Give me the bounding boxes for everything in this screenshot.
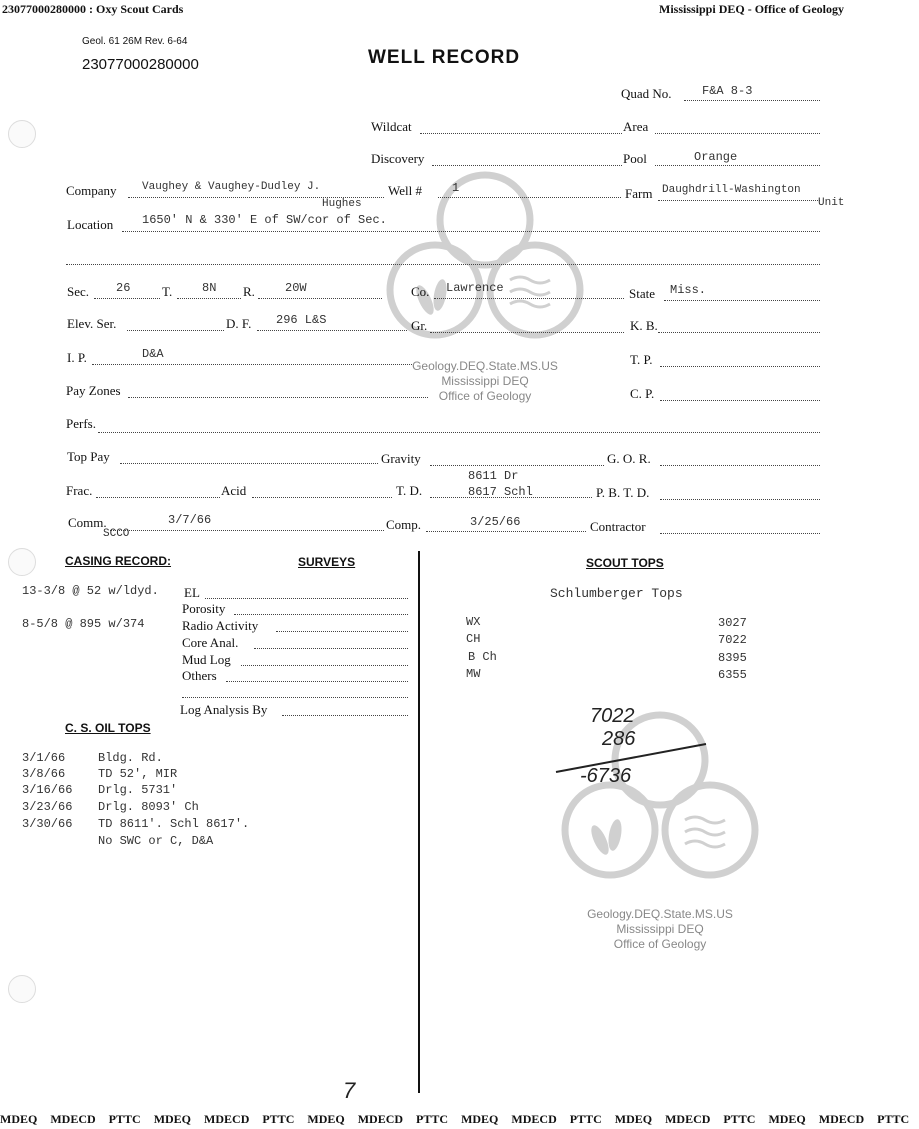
oil-entry-date: 3/23/66 xyxy=(22,800,73,814)
oil-entry-last: No SWC or C, D&A xyxy=(98,834,214,848)
scout-subheading: Schlumberger Tops xyxy=(550,586,683,601)
r-value: 20W xyxy=(285,281,307,295)
location-value: 1650' N & 330' E of SW/cor of Sec. xyxy=(142,213,387,227)
punch-hole xyxy=(8,548,36,576)
gr-label: Gr. xyxy=(411,318,428,333)
page-title: WELL RECORD xyxy=(368,47,521,68)
header-right: Mississippi DEQ - Office of Geology xyxy=(659,2,844,16)
handwritten-3: -6736 xyxy=(580,765,632,787)
td-value-2: 8617 Schl xyxy=(468,485,533,499)
ip-value: D&A xyxy=(142,347,164,361)
location-label: Location xyxy=(67,217,114,232)
sec-value: 26 xyxy=(116,281,131,295)
survey-item: Radio Activity xyxy=(182,618,259,633)
comp-value: 3/25/66 xyxy=(470,515,521,529)
oil-entry-text: Bldg. Rd. xyxy=(98,751,163,765)
watermark-text-1: Geology.DEQ.State.MS.US xyxy=(587,907,733,921)
quad-value: F&A 8-3 xyxy=(702,84,753,98)
log-analysis-label: Log Analysis By xyxy=(180,702,268,717)
df-value: 296 L&S xyxy=(276,313,327,327)
gor-label: G. O. R. xyxy=(607,451,651,466)
footer-item: MDEQ xyxy=(768,1112,806,1126)
footer-item: PTTC xyxy=(108,1112,141,1126)
footer-item: MDECD xyxy=(665,1112,711,1126)
comm-value: 3/7/66 xyxy=(168,513,212,527)
company-label: Company xyxy=(66,183,117,198)
footer-item: PTTC xyxy=(569,1112,602,1126)
footer-item: MDECD xyxy=(357,1112,404,1126)
survey-item: Mud Log xyxy=(182,652,231,667)
punch-hole xyxy=(8,120,36,148)
sec-label: Sec. xyxy=(67,284,90,299)
quad-label: Quad No. xyxy=(621,86,672,101)
oil-entry-text: Drlg. 5731' xyxy=(98,783,178,797)
scout-top-depth: 7022 xyxy=(718,633,747,647)
comp-label: Comp. xyxy=(386,517,422,532)
header-left: 23077000280000 : Oxy Scout Cards xyxy=(2,2,184,16)
area-label: Area xyxy=(623,119,649,134)
scout-top-name: B Ch xyxy=(468,650,497,664)
handwritten-bottom: 7 xyxy=(343,1078,356,1103)
co-value: Lawrence xyxy=(446,281,504,295)
td-label: T. D. xyxy=(396,483,423,498)
watermark-text-1: Geology.DEQ.State.MS.US xyxy=(412,359,558,373)
oil-entry-text: TD 8611'. Schl 8617'. xyxy=(98,817,250,831)
company-value-2: Hughes xyxy=(322,198,362,210)
oil-entry-text: Drlg. 8093' Ch xyxy=(98,800,199,814)
handwritten-2: 286 xyxy=(602,728,636,750)
scout-top-name: WX xyxy=(466,615,481,629)
surveys-heading: SURVEYS xyxy=(298,555,356,569)
casing-line-2: 8-5/8 @ 895 w/374 xyxy=(22,617,145,631)
survey-item: Others xyxy=(182,668,217,683)
watermark-text-3: Office of Geology xyxy=(438,389,532,403)
cp-label: C. P. xyxy=(630,386,655,401)
discovery-label: Discovery xyxy=(371,151,425,166)
scout-top-depth: 8395 xyxy=(718,651,747,665)
scout-top-depth: 3027 xyxy=(718,616,747,630)
footer-item: PTTC xyxy=(723,1112,756,1126)
survey-item: Core Anal. xyxy=(182,635,239,650)
casing-line-1: 13-3/8 @ 52 w/ldyd. xyxy=(22,584,159,598)
footer-item: MDEQ xyxy=(614,1112,653,1126)
df-label: D. F. xyxy=(226,316,252,331)
state-value: Miss. xyxy=(670,283,707,297)
footer-strip xyxy=(0,1112,910,1127)
survey-item: EL xyxy=(184,585,200,600)
toppay-label: Top Pay xyxy=(67,449,110,464)
handwritten-underline xyxy=(552,738,712,778)
footer-item: MDEQ xyxy=(307,1112,345,1126)
footer-item: MDEQ xyxy=(153,1112,192,1126)
tp-label: T. P. xyxy=(630,352,653,367)
watermark-text-3: Office of Geology xyxy=(613,937,707,951)
column-divider xyxy=(418,551,420,1093)
watermark-text-2: Mississippi DEQ xyxy=(616,922,704,936)
footer-item: MDECD xyxy=(50,1112,96,1126)
well-label: Well # xyxy=(388,183,422,198)
scout-heading: SCOUT TOPS xyxy=(586,556,664,570)
handwritten-1: 7022 xyxy=(590,705,635,727)
r-label: R. xyxy=(243,284,255,299)
t-label: T. xyxy=(162,284,173,299)
elev-label: Elev. Ser. xyxy=(67,316,117,331)
oil-entry-text: TD 52', MIR xyxy=(98,767,178,781)
comm-value-2: SCCO xyxy=(103,528,130,540)
gravity-label: Gravity xyxy=(381,451,421,466)
oil-entry-date: 3/30/66 xyxy=(22,817,73,831)
footer-item: PTTC xyxy=(262,1112,295,1126)
pbtd-label: P. B. T. D. xyxy=(596,485,650,500)
footer-item: MDECD xyxy=(204,1112,250,1126)
cs-oil-heading: C. S. OIL TOPS xyxy=(65,721,151,735)
api-number: 23077000280000 xyxy=(82,56,199,73)
footer-item: MDEQ xyxy=(0,1112,38,1126)
frac-label: Frac. xyxy=(66,483,93,498)
form-code: Geol. 61 26M Rev. 6-64 xyxy=(82,36,188,47)
acid-label: Acid xyxy=(221,483,247,498)
perfs-label: Perfs. xyxy=(66,416,96,431)
footer-item: MDECD xyxy=(818,1112,865,1126)
payzones-label: Pay Zones xyxy=(66,383,121,398)
oil-entry-date: 3/8/66 xyxy=(22,767,66,781)
footer-item: MDEQ xyxy=(461,1112,499,1126)
scout-top-name: MW xyxy=(466,667,481,681)
pool-value: Orange xyxy=(694,150,738,164)
ip-label: I. P. xyxy=(67,350,87,365)
punch-hole xyxy=(8,975,36,1003)
scout-top-name: CH xyxy=(466,632,481,646)
company-value: Vaughey & Vaughey-Dudley J. xyxy=(142,181,321,193)
oil-entry-date: 3/1/66 xyxy=(22,751,66,765)
t-value: 8N xyxy=(202,281,217,295)
state-label: State xyxy=(629,286,655,301)
oil-entry-date: 3/16/66 xyxy=(22,783,73,797)
survey-item: Porosity xyxy=(182,601,226,616)
scout-top-depth: 6355 xyxy=(718,668,747,682)
footer-item: MDECD xyxy=(511,1112,557,1126)
co-label: Co. xyxy=(411,284,430,299)
farm-value-2: Unit xyxy=(818,197,845,209)
kb-label: K. B. xyxy=(630,318,658,333)
watermark-text-2: Mississippi DEQ xyxy=(441,374,529,388)
farm-label: Farm xyxy=(625,186,653,201)
casing-heading: CASING RECORD: xyxy=(65,554,172,568)
contractor-label: Contractor xyxy=(590,519,646,534)
well-value: 1 xyxy=(452,181,460,195)
td-value-1: 8611 Dr xyxy=(468,469,519,483)
pool-label: Pool xyxy=(623,151,647,166)
footer-item: PTTC xyxy=(877,1112,910,1126)
wildcat-label: Wildcat xyxy=(371,119,412,134)
comm-label: Comm. xyxy=(68,515,107,530)
farm-value: Daughdrill-Washington xyxy=(662,184,801,196)
footer-item: PTTC xyxy=(416,1112,449,1126)
